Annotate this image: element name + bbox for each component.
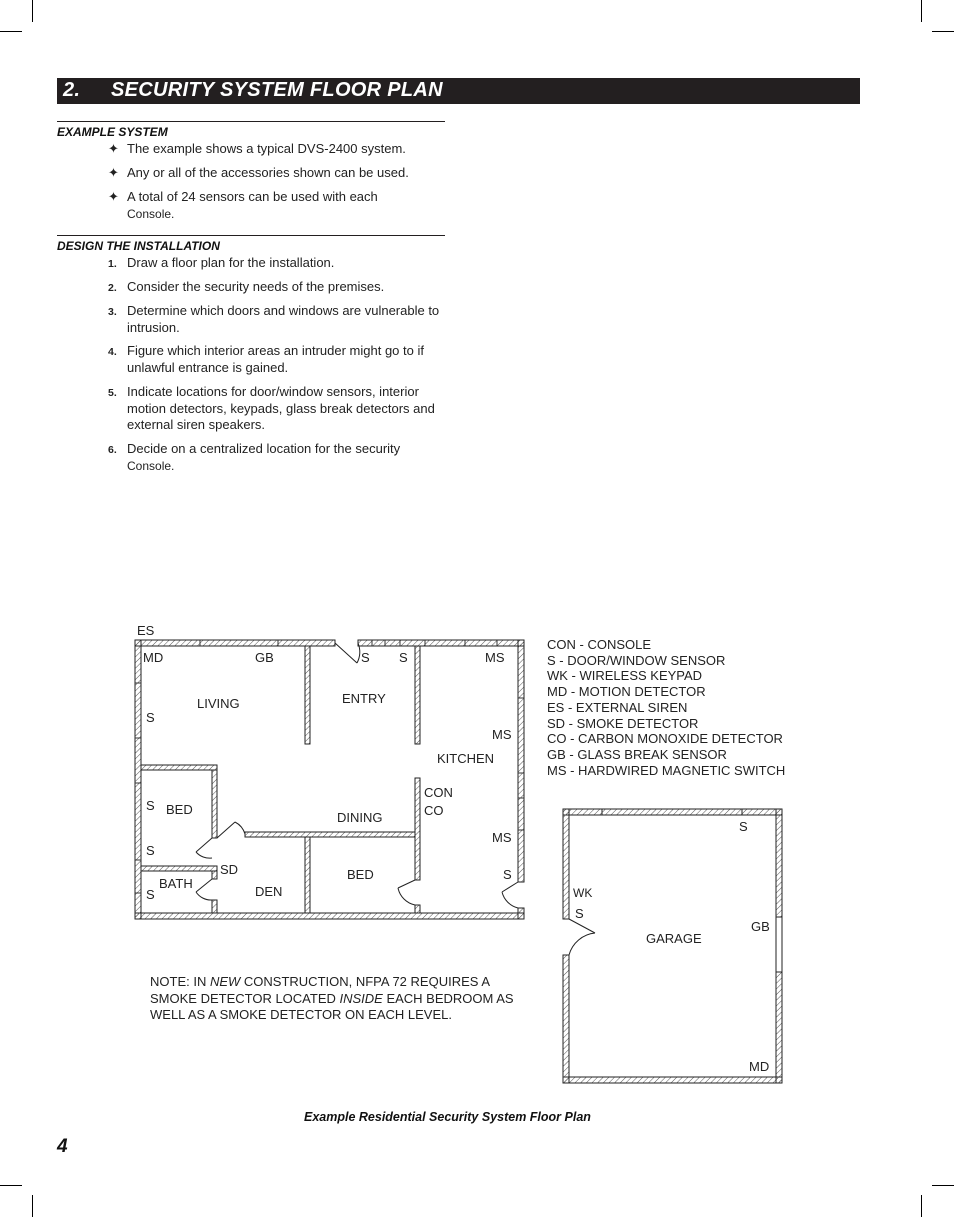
room-garage: GARAGE — [646, 931, 702, 946]
legend-item: WK - WIRELESS KEYPAD — [547, 668, 703, 684]
note-emphasis: INSIDE — [339, 990, 383, 1006]
wall — [518, 908, 524, 919]
bullet-icon: ✦ — [108, 189, 119, 204]
label-gb-garage: GB — [751, 919, 770, 934]
nfpa-note — [150, 974, 530, 1024]
note-text: EACH BEDROOM AS WELL AS A SMOKE DETECTOR ON EACH LEVEL. — [150, 990, 514, 1022]
list-item-text: Console. — [127, 206, 175, 221]
label-md-garage: MD — [749, 1059, 770, 1074]
note-emphasis: NEW — [209, 974, 241, 989]
room-bed: BED — [166, 802, 193, 817]
label-sd: SD — [220, 862, 239, 877]
label-md-living: MD — [143, 650, 164, 665]
legend-item: MD - MOTION DETECTOR — [547, 684, 706, 700]
label-s-bed: S — [146, 798, 155, 813]
garage-labels — [573, 819, 770, 1074]
label-wk: WK — [573, 886, 593, 900]
label-s-garage-door: S — [575, 906, 584, 921]
room-entry: ENTRY — [342, 691, 386, 706]
wall — [305, 646, 310, 744]
label-ms-kitchen: MS — [492, 830, 512, 845]
room-living: LIVING — [197, 696, 240, 711]
note-text: CONSTRUCTION, NFPA 72 REQUIRES A SMOKE DETECTOR LOCATED — [150, 974, 490, 1006]
label-s-bed: S — [503, 867, 512, 882]
legend-item: CON - CONSOLE — [547, 637, 652, 652]
legend-item: CO - CARBON MONOXIDE DETECTOR — [547, 731, 783, 747]
label-s-garage: S — [739, 819, 748, 834]
wall — [563, 809, 569, 919]
room-bath: BATH — [159, 876, 193, 891]
legend-item: S - DOOR/WINDOW SENSOR — [547, 652, 726, 668]
list-item-text: Draw a floor plan for the installation. — [127, 255, 335, 270]
wall — [415, 905, 420, 913]
garage-plan — [563, 809, 782, 1083]
section-number: 2. — [63, 79, 81, 101]
label-s-entry: S — [361, 650, 370, 665]
wall — [563, 1077, 782, 1083]
label-s-bath: S — [146, 843, 155, 858]
section-title-text: SECURITY SYSTEM FLOOR PLAN — [111, 79, 443, 101]
bullet-icon: ✦ — [108, 141, 119, 156]
wall — [135, 640, 335, 646]
list-item-text: Console. — [127, 458, 175, 473]
room-den: DEN — [255, 884, 283, 899]
label-es: ES — [137, 623, 155, 638]
list-item-text: Determine which doors and windows are vulnerable to intrusion. — [127, 303, 440, 335]
legend-item: MS - HARDWIRED MAGNETIC SWITCH — [547, 762, 786, 778]
list-item-text: Consider the security needs of the premises. — [127, 279, 385, 294]
label-ms-kitchen: MS — [485, 650, 505, 665]
list-number: 1. — [108, 258, 117, 270]
house-labels — [137, 623, 512, 902]
list-number: 6. — [108, 444, 117, 456]
legend-item: SD - SMOKE DETECTOR — [547, 715, 699, 731]
wall — [212, 770, 217, 838]
label-ms-kitchen: MS — [492, 727, 512, 742]
label-s-living: S — [146, 710, 155, 725]
note-text: NOTE: IN — [150, 974, 210, 989]
list-item-text: Any or all of the accessories shown can be used. — [127, 165, 409, 180]
house-plan — [135, 640, 524, 919]
wall — [415, 778, 420, 880]
figure-caption: Example Residential Security System Floor Plan — [304, 1110, 591, 1124]
design-installation-heading: DESIGN THE INSTALLATION — [57, 235, 445, 253]
example-system-heading: EXAMPLE SYSTEM — [57, 121, 445, 139]
list-item-text: A total of 24 sensors can be used with each — [127, 189, 378, 204]
wall — [358, 640, 524, 646]
wall — [563, 809, 782, 815]
wall — [518, 640, 524, 882]
wall — [135, 913, 524, 919]
list-number: 2. — [108, 282, 117, 294]
garage-windows-doors — [569, 809, 782, 972]
room-bed: BED — [347, 867, 374, 882]
room-kitchen: KITCHEN — [437, 751, 495, 766]
list-number: 5. — [108, 387, 117, 399]
label-s-entry: S — [399, 650, 408, 665]
wall — [141, 765, 217, 770]
bullet-icon: ✦ — [108, 165, 119, 180]
page-number: 4 — [57, 1136, 68, 1157]
wall — [415, 646, 420, 744]
label-s-bath: S — [146, 887, 155, 902]
wall — [563, 955, 569, 1083]
wall — [141, 866, 217, 871]
list-item-text: The example shows a typical DVS-2400 system. — [127, 141, 406, 156]
label-co: CO — [424, 803, 444, 818]
legend-item: GB - GLASS BREAK SENSOR — [547, 746, 727, 762]
label-gb-living: GB — [255, 650, 274, 665]
wall — [305, 837, 310, 913]
room-dining: DINING — [337, 810, 383, 825]
label-con: CON — [424, 785, 453, 800]
wall — [245, 832, 415, 837]
list-number: 4. — [108, 346, 117, 358]
wall — [135, 640, 141, 919]
plan-legend — [547, 637, 785, 778]
wall — [212, 900, 217, 913]
list-item-text: Indicate locations for door/window sensors, interior motion detectors, keypads, glass break detectors and external siren speakers. — [127, 384, 435, 432]
list-item-text: Decide on a centralized location for the security — [127, 441, 401, 456]
list-item-text: Figure which interior areas an intruder might go to if unlawful entrance is gained. — [127, 343, 424, 375]
list-number: 3. — [108, 306, 117, 318]
legend-item: ES - EXTERNAL SIREN — [547, 699, 688, 715]
wall — [212, 871, 217, 879]
